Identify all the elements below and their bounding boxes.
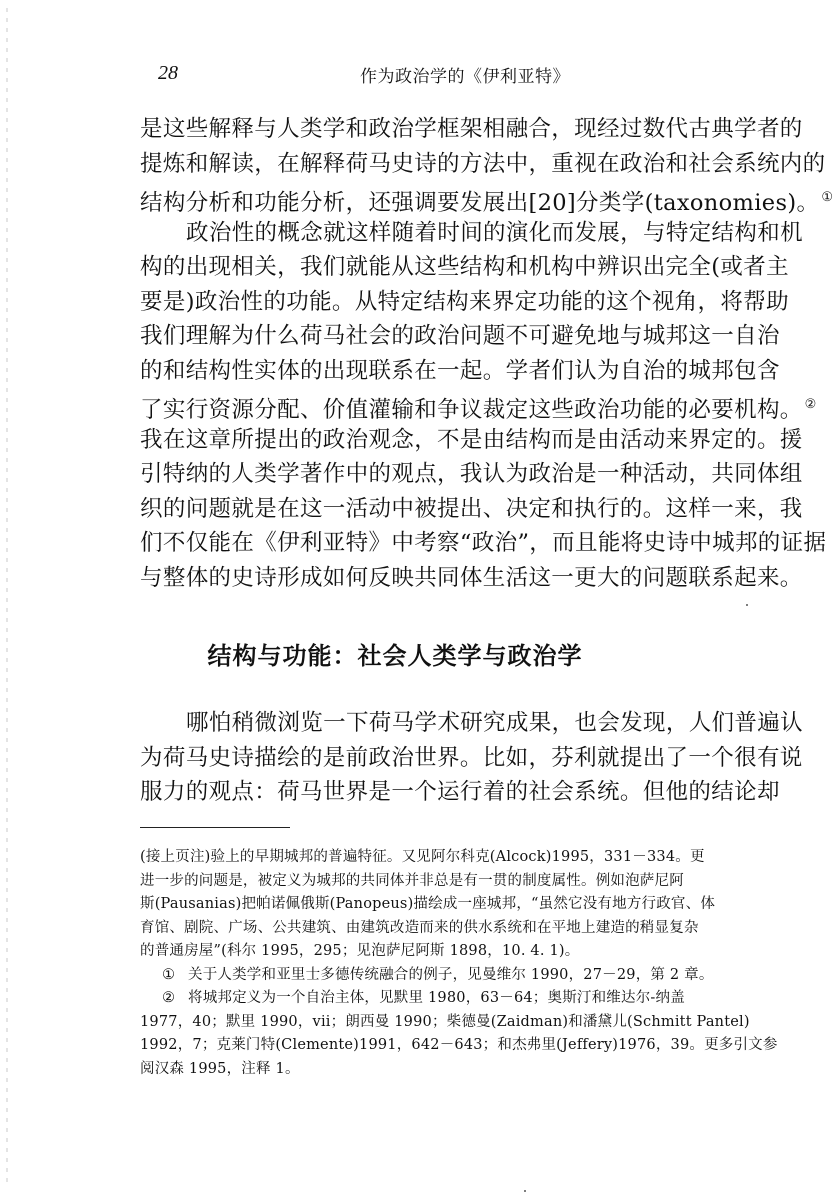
page-header <box>0 62 790 90</box>
page-number: 28 <box>158 62 178 84</box>
text-line: 要是)政治性的功能。从特定结构来界定功能的这个视角，将帮助 <box>140 288 789 315</box>
text-line: 织的问题就是在这一活动中被提出、决定和执行的。这样一来，我 <box>140 495 803 522</box>
footnote-line: 1992，7；克莱门特(Clemente)1991，642－643；和杰弗里(Jeffery)1976，39。更多引文参 <box>140 1037 778 1053</box>
text-line: 是这些解释与人类学和政治学框架相融合，现经过数代古典学者的 <box>140 116 803 142</box>
footnote-line: 的普通房屋”(科尔 1995，295；见泡萨尼阿斯 1898，10. 4. 1)。 <box>140 943 580 959</box>
footnotes <box>140 846 778 1081</box>
footnote-marker: ① <box>162 966 176 983</box>
text-line: 哪怕稍微浏览一下荷马学术研究成果，也会发现，人们普遍认 <box>186 710 803 736</box>
footnote-reference[interactable]: ② <box>804 397 817 412</box>
footnote-reference[interactable]: ① <box>821 190 833 205</box>
footnote-line: 阅汉森 1995，注释 1。 <box>140 1060 300 1077</box>
text-line: 构的出现相关，我们就能从这些结构和机构中辨识出完全(或者主 <box>140 254 789 280</box>
footnote-text: 将城邦定义为一个自治主体，见默里 1980，63－64；奥斯汀和维达尔-纳盖 <box>188 990 685 1006</box>
footnote-line: 斯(Pausanias)把帕诺佩俄斯(Panopeus)描绘成一座城邦，“虽然它没有地方行政官、体 <box>140 896 716 912</box>
text-line: 提炼和解读，在解释荷马史诗的方法中，重视在政治和社会系统内的 <box>140 150 826 177</box>
scan-speck <box>524 1190 526 1192</box>
running-title: 作为政治学的《伊利亚特》 <box>360 67 570 87</box>
footnote-1 <box>140 964 760 988</box>
text-line-content: 结构分析和功能分析，还强调要发展出[20]分类学(taxonomies)。 <box>140 190 820 216</box>
footnote-marker: ② <box>162 990 176 1006</box>
main-text-upper <box>140 112 833 595</box>
scan-speck <box>746 604 748 606</box>
text-line: 政治性的概念就这样随着时间的演化而发展，与特定结构和机 <box>186 219 803 246</box>
footnote-line: 1977，40；默里 1990，vii；朗西曼 1990；柴德曼(Zaidman)和潘黛儿(Schmitt Pantel) <box>140 1013 750 1030</box>
text-line: 的和结构性实体的出现联系在一起。学者们认为自治的城邦包含 <box>140 357 780 384</box>
text-line: 为荷马史诗描绘的是前政治世界。比如，芬利就提出了一个很有说 <box>140 744 803 771</box>
text-line <box>140 388 817 423</box>
footnote-separator <box>140 827 290 828</box>
text-line: 们不仅能在《伊利亚特》中考察“政治”，而且能将史诗中城邦的证据 <box>140 530 827 556</box>
text-line: 我在这章所提出的政治观念，不是由结构而是由活动来界定的。援 <box>140 426 803 453</box>
footnote-text: 关于人类学和亚里士多德传统融合的例子，见曼维尔 1990，27－29，第 2 章。 <box>188 966 714 983</box>
footnote-line: 进一步的问题是，被定义为城邦的共同体并非总是有一贯的制度属性。例如泡萨尼阿 <box>140 872 684 889</box>
text-line <box>140 181 833 216</box>
text-line: 服力的观点：荷马世界是一个运行着的社会系统。但他的结论却 <box>140 779 780 805</box>
section-heading: 结构与功能：社会人类学与政治学 <box>207 642 583 670</box>
footnote-line: (接上页注)验上的早期城邦的普遍特征。又见阿尔科克(Alcock)1995，331－334。更 <box>140 849 705 865</box>
footnote-2 <box>140 987 760 1011</box>
text-line: 与整体的史诗形成如何反映共同体生活这一更大的问题联系起来。 <box>140 564 803 591</box>
text-line-content: 了实行资源分配、价值灌输和争议裁定这些政治功能的必要机构。 <box>140 397 803 423</box>
text-line: 引特纳的人类学著作中的观点，我认为政治是一种活动，共同体组 <box>140 461 803 487</box>
main-text-lower <box>140 706 803 810</box>
footnote-line: 育馆、剧院、广场、公共建筑、由建筑改造而来的供水系统和在平地上建造的稍显复杂 <box>140 919 699 936</box>
text-line: 我们理解为什么荷马社会的政治问题不可避免地与城邦这一自治 <box>140 323 780 349</box>
scan-binding-edge <box>6 8 9 1188</box>
